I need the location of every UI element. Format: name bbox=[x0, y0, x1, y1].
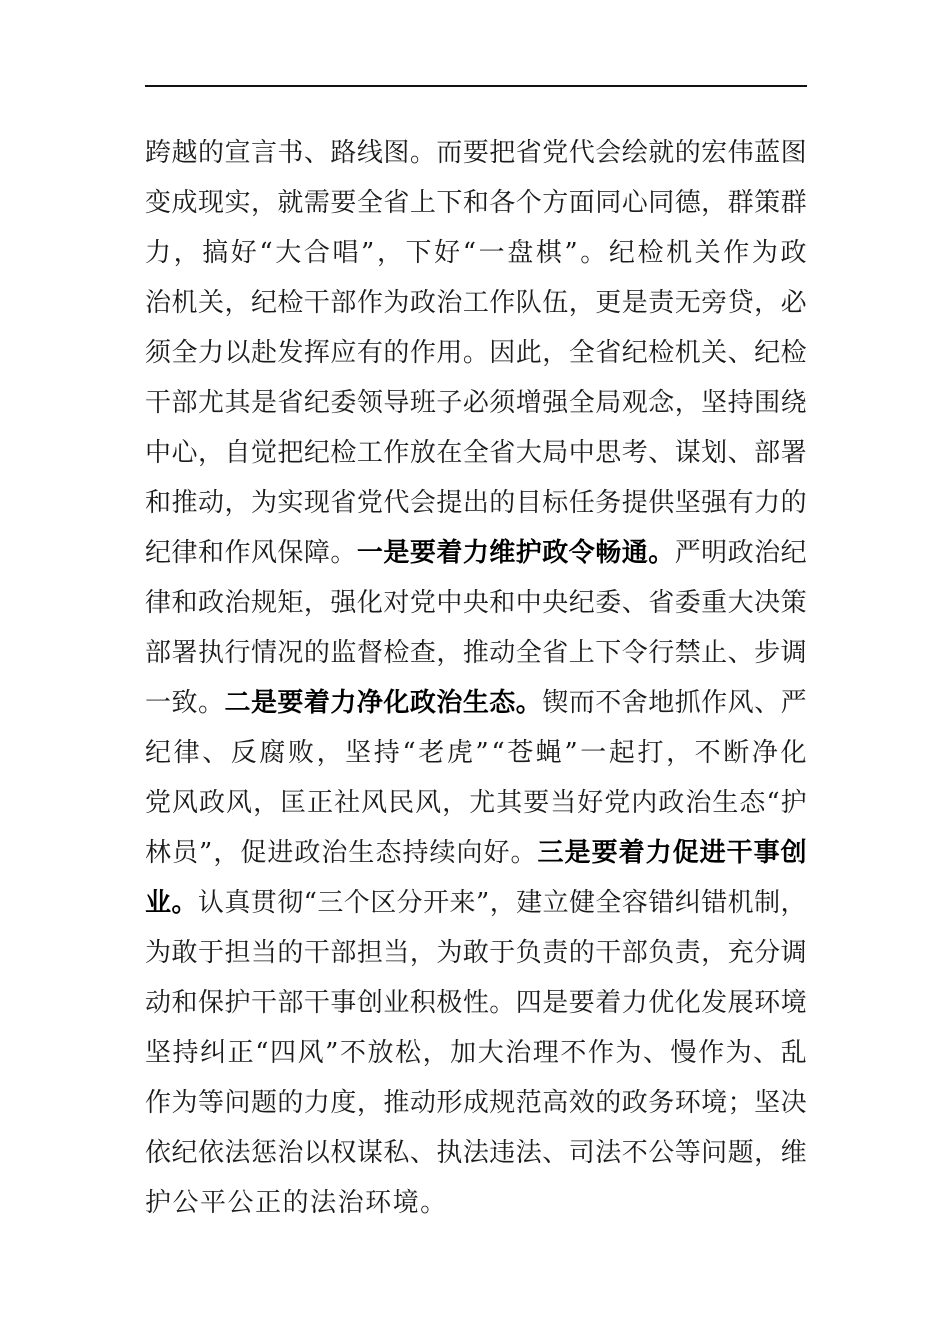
text-line: 纪 律 和 作 风 保 障 。 一 是 要 着 力 维 护 政 令 畅 通 。 严 明 政 治 纪 bbox=[145, 538, 807, 568]
text-line: 为 敢 于 担 当 的 干 部 担 当 ， 为 敢 于 负 责 的 干 部 负 责 ， 充 分 调 bbox=[145, 938, 807, 968]
text-line: 护 公 平 公 正 的 法 治 环 境 。 bbox=[145, 1188, 448, 1218]
text-line: 一 致 。 二 是 要 着 力 净 化 政 治 生 态 。 锲 而 不 舍 地 抓 作 风 、 严 bbox=[145, 688, 807, 718]
text-line: 依 纪 依 法 惩 治 以 权 谋 私 、 执 法 违 法 、 司 法 不 公 等 问 题 ， 维 bbox=[145, 1138, 807, 1168]
text-line: 治 机 关 ， 纪 检 干 部 作 为 政 治 工 作 队 伍 ， 更 是 责 无 旁 贷 ， 必 bbox=[145, 288, 807, 318]
text-line: 坚 持 纠 正 “ 四 风 ” 不 放 松 ， 加 大 治 理 不 作 为 、 慢 作 为 、 乱 bbox=[145, 1038, 807, 1068]
text-line: 跨 越 的 宣 言 书 、 路 线 图 。 而 要 把 省 党 代 会 绘 就 的 宏 伟 蓝 图 bbox=[145, 138, 807, 168]
text-line: 力 ， 搞 好 “ 大 合 唱 ” ， 下 好 “ 一 盘 棋 ” 。 纪 检 机 关 作 为 政 bbox=[145, 238, 807, 268]
text-line: 须 全 力 以 赴 发 挥 应 有 的 作 用 。 因 此 ， 全 省 纪 检 机 关 、 纪 检 bbox=[145, 338, 807, 368]
header-rule bbox=[145, 85, 807, 87]
text-line: 部 署 执 行 情 况 的 监 督 检 查 ， 推 动 全 省 上 下 令 行 禁 止 、 步 调 bbox=[145, 638, 807, 668]
body-text bbox=[145, 128, 807, 1228]
text-line: 林 员 ” ， 促 进 政 治 生 态 持 续 向 好 。 三 是 要 着 力 促 进 干 事 创 bbox=[145, 838, 807, 868]
text-line: 作 为 等 问 题 的 力 度 ， 推 动 形 成 规 范 高 效 的 政 务 环 境 ； 坚 决 bbox=[145, 1088, 807, 1118]
text-line: 变 成 现 实 ， 就 需 要 全 省 上 下 和 各 个 方 面 同 心 同 德 ， 群 策 群 bbox=[145, 188, 807, 218]
text-line: 中 心 ， 自 觉 把 纪 检 工 作 放 在 全 省 大 局 中 思 考 、 谋 划 、 部 署 bbox=[145, 438, 807, 468]
text-line: 律 和 政 治 规 矩 ， 强 化 对 党 中 央 和 中 央 纪 委 、 省 委 重 大 决 策 bbox=[145, 588, 807, 618]
text-line: 干 部 尤 其 是 省 纪 委 领 导 班 子 必 须 增 强 全 局 观 念 ， 坚 持 围 绕 bbox=[145, 388, 807, 418]
text-line: 和 推 动 ， 为 实 现 省 党 代 会 提 出 的 目 标 任 务 提 供 坚 强 有 力 的 bbox=[145, 488, 807, 518]
text-line: 业 。 认 真 贯 彻 “ 三 个 区 分 开 来 ” ， 建 立 健 全 容 错 纠 错 机 制 ， bbox=[145, 888, 807, 918]
text-line: 纪 律 、 反 腐 败 ， 坚 持 “ 老 虎 ” “ 苍 蝇 ” 一 起 打 ， 不 断 净 化 bbox=[145, 738, 807, 768]
text-line: 动 和 保 护 干 部 干 事 创 业 积 极 性 。 四 是 要 着 力 优 化 发 展 环 境 bbox=[145, 988, 807, 1018]
text-line: 党 风 政 风 ， 匡 正 社 风 民 风 ， 尤 其 要 当 好 党 内 政 治 生 态 “ 护 bbox=[145, 788, 807, 818]
